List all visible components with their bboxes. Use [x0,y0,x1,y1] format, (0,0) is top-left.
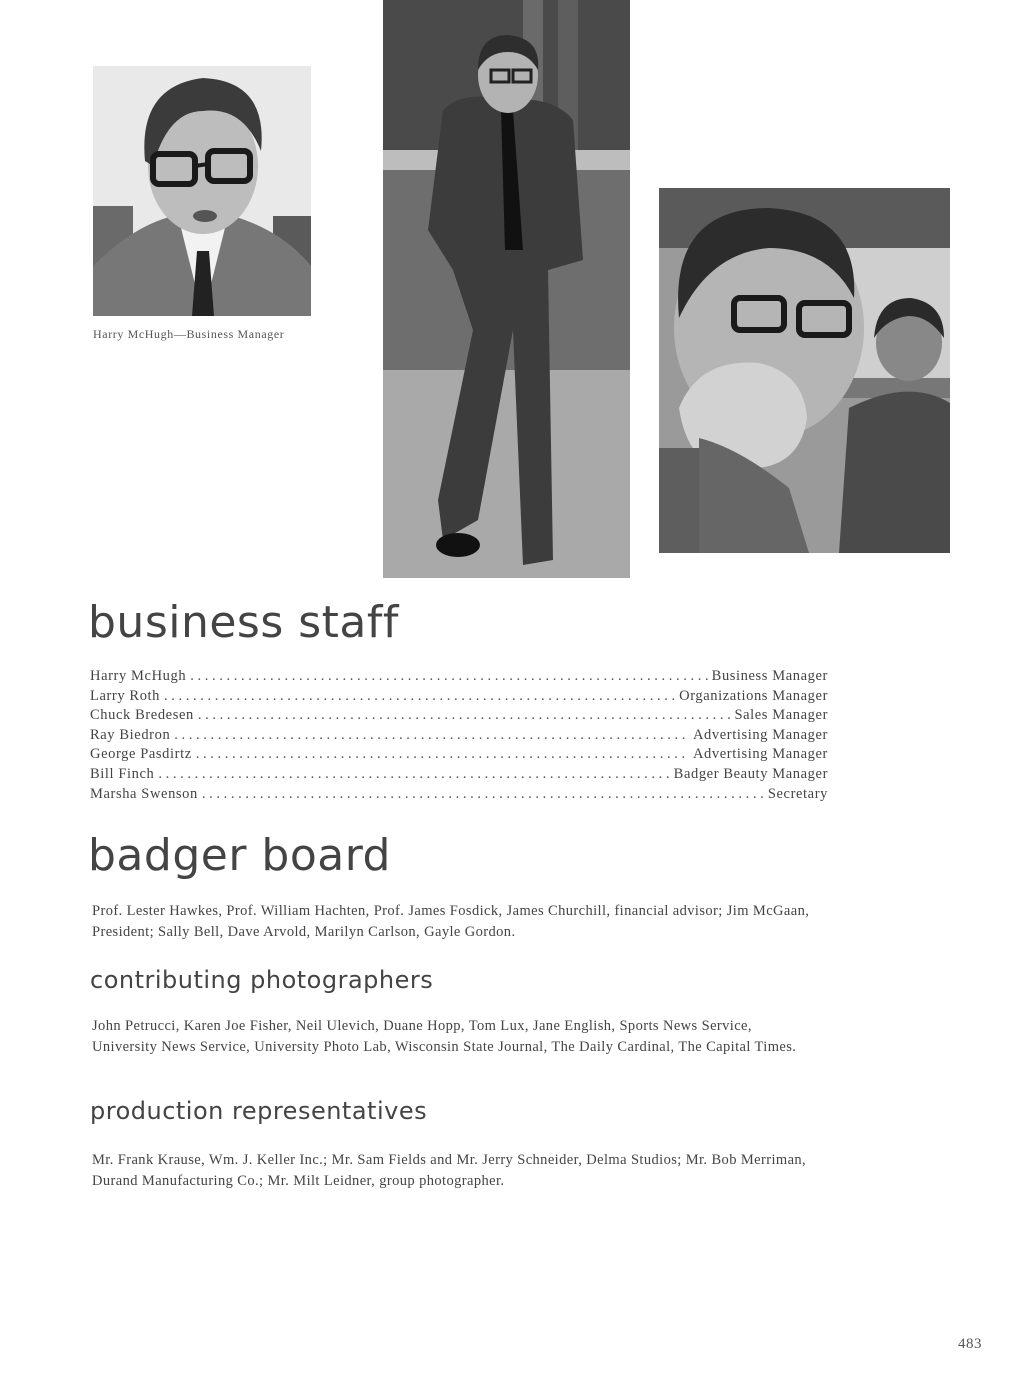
staff-role: Organizations Manager [679,687,828,704]
dot-leader [158,766,669,783]
dot-leader [196,746,689,763]
staff-role: Advertising Manager [692,746,828,763]
portrait-photo [93,66,311,316]
staff-name: Ray Biedron [90,726,171,743]
business-staff-heading: business staff [88,597,399,648]
staff-name: George Pasdirtz [90,746,192,763]
walking-photo [383,0,630,578]
staff-name: Marsha Swenson [90,785,198,802]
page-number: 483 [958,1336,982,1352]
badger-board-heading: badger board [88,830,391,881]
dot-leader [174,727,689,744]
staff-row [90,668,828,688]
staff-row [90,746,828,766]
staff-name: Harry McHugh [90,668,187,684]
production-representatives-heading: production representatives [90,1097,428,1125]
dot-leader [202,786,764,803]
staff-role: Advertising Manager [692,726,828,743]
staff-role: Business Manager [711,668,828,684]
dot-leader [190,668,707,685]
dot-leader [164,688,675,705]
staff-name: Larry Roth [90,687,161,704]
fist-photo [659,188,950,553]
staff-role: Badger Beauty Manager [673,765,828,782]
staff-row [90,786,828,806]
badger-board-text: Prof. Lester Hawkes, Prof. William Hachten, Prof. James Fosdick, James Churchill, financial advisor; Jim McGaan, President; Sally Bell, Dave Arvold, Marilyn Carlson, Gayle Gordon. [92,903,810,940]
production-representatives-text: Mr. Frank Krause, Wm. J. Keller Inc.; Mr. Sam Fields and Mr. Jerry Schneider, Delma Studios; Mr. Bob Merriman, Durand Manufacturing Co.; Mr. Milt Leidner, group photographer. [92,1152,807,1189]
staff-row [90,727,828,747]
staff-row [90,766,828,786]
dot-leader [198,707,731,724]
staff-name: Bill Finch [90,765,155,782]
contributing-photographers-text: John Petrucci, Karen Joe Fisher, Neil Ulevich, Duane Hopp, Tom Lux, Jane English, Sports News Service, University News Service, University Photo Lab, Wisconsin State Journal, The Daily Cardinal, The Capital Times. [92,1018,797,1055]
contributing-photographers-heading: contributing photographers [90,966,434,994]
staff-row [90,688,828,708]
portrait-caption: Harry McHugh—Business Manager [93,327,285,341]
staff-row [90,707,828,727]
staff-role: Secretary [767,785,828,802]
staff-role: Sales Manager [734,707,828,724]
staff-name: Chuck Bredesen [90,707,194,724]
business-staff-list [90,668,828,805]
